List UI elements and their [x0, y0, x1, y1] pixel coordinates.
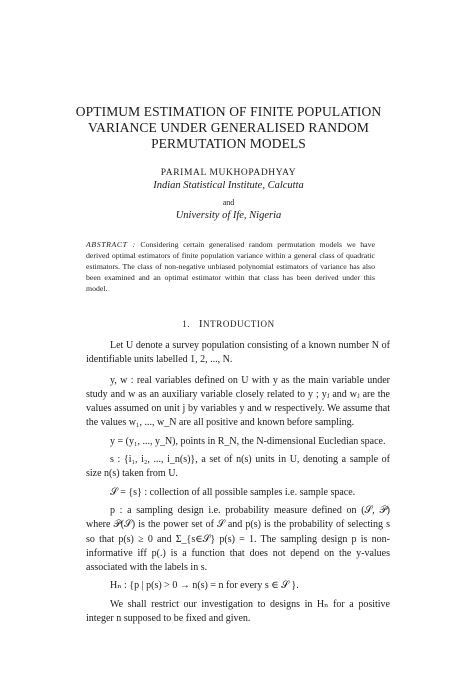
section-title: NTRODUCTION — [203, 319, 275, 329]
paragraph-5: 𝒮 = {s} : collection of all possible samples i.e. sample space. — [110, 486, 356, 498]
paper-title — [60, 104, 397, 152]
body-text — [86, 339, 390, 630]
affiliation-and: and — [222, 198, 235, 207]
abstract-text: Considering certain generalised random permutation models we have derived optimal estimators of finite population variance within a general class of quadratic estimators. The class of non-negative unbiased polynomial estimators of variance has also been examined and an optimal estimator within that class has been derived under this model. — [86, 240, 375, 293]
paragraph-2: y, w : real variables defined on U with y as the main variable under study and w as an auxiliary variable closely related to y ; yⱼ and wⱼ are the values assumed on unit j by variables y and w respectively. We assume that the values w₁, ..., w_N are all positive and known before sampling. — [86, 374, 390, 429]
paragraph-6: p : a sampling design i.e. probability measure defined on (𝒮, 𝒫) where 𝒫(𝒮) is the power set of 𝒮 and p(s) is the probability of selecting s so that p(s) ≥ 0 and Σ_{s∈𝒮} p(s) = 1. The sampling design p is non-informative iff p(.) is a function that does not depend on the y-values associated with the labels in s. — [86, 504, 390, 574]
paragraph-3: y = (y₁, ..., y_N), points in R_N, the N-dimensional Eucledian space. — [110, 435, 386, 447]
affiliation-2: University of Ife, Nigeria — [175, 210, 282, 221]
section-number: 1. — [182, 319, 191, 329]
paragraph-7: Hₙ : {p | p(s) > 0 → n(s) = n for every s ∈ 𝒮 }. — [110, 580, 299, 592]
title-line-2: VARIANCE UNDER GENERALISED RANDOM — [88, 120, 369, 135]
title-line-3: PERMUTATION MODELS — [151, 136, 306, 151]
author-name: PARIMAL MUKHOPADHYAY — [160, 168, 297, 178]
section-initial: I — [198, 318, 204, 330]
affiliation-1: Indian Statistical Institute, Calcutta — [153, 180, 304, 191]
title-line-1: OPTIMUM ESTIMATION OF FINITE POPULATION — [75, 104, 382, 119]
paragraph-4: s : {i₁, i₂, ..., i_n(s)}, a set of n(s) units in U, denoting a sample of size n(s) taken from U. — [86, 454, 390, 480]
paragraph-8: We shall restrict our investigation to designs in Hₙ for a positive integer n supposed to be fixed and given. — [86, 598, 390, 625]
paragraph-1: Let U denote a survey population consisting of a known number N of identifiable units labelled 1, 2, ..., N. — [86, 340, 390, 366]
section-heading — [60, 318, 397, 330]
abstract — [86, 240, 375, 295]
abstract-label: ABSTRACT : — [86, 240, 136, 249]
